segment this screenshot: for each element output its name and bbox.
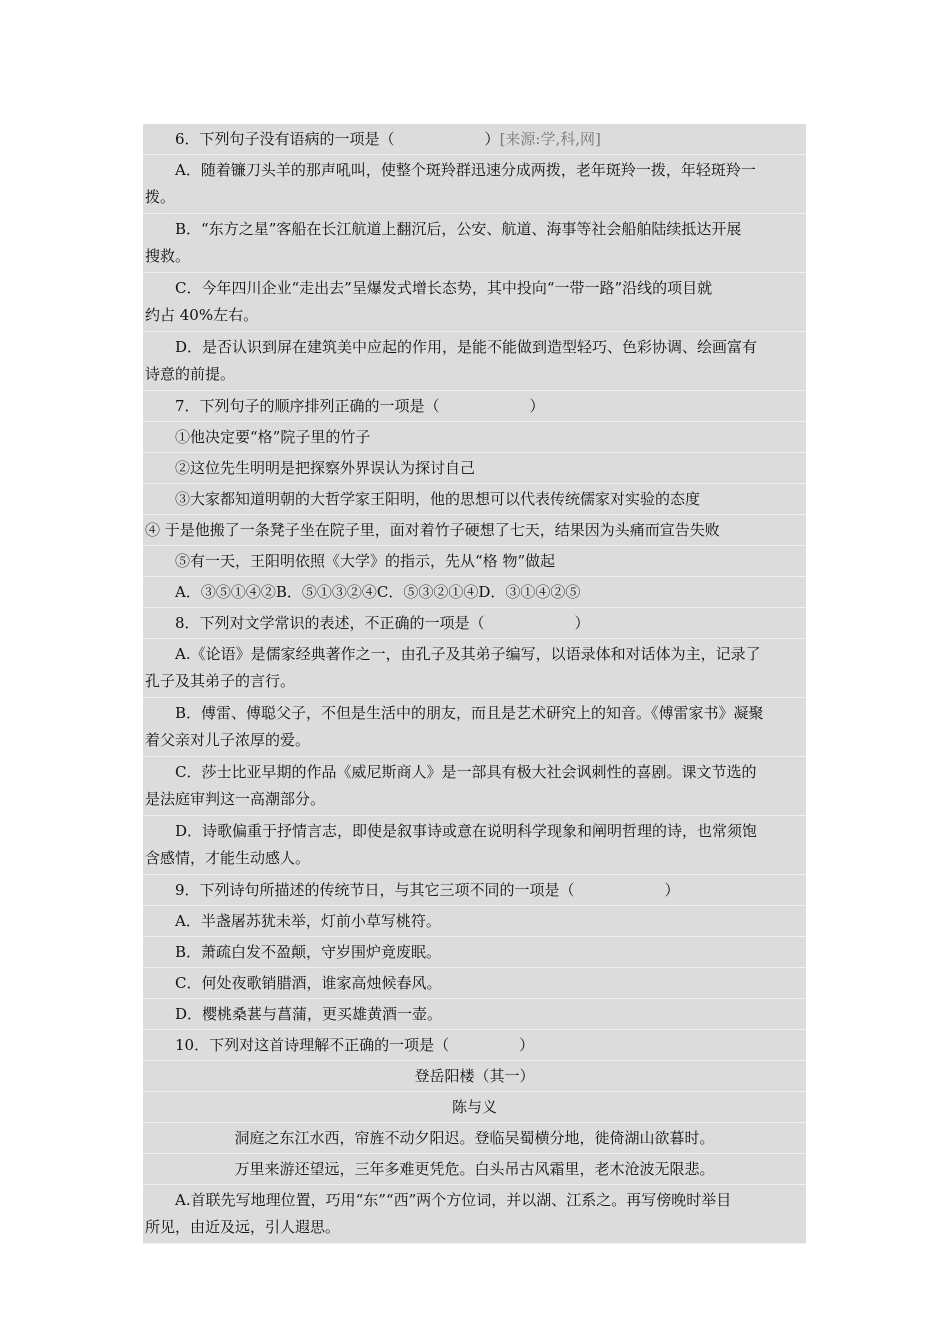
q10-option-a [143,1185,806,1244]
q7-sentence-2: ②这位先生明明是把探察外界误认为探讨自己 [143,453,806,484]
q9-option-a: A．半盏屠苏犹未举，灯前小草写桃符。 [143,906,806,937]
q6-stem-text: 6．下列句子没有语病的一项是（ [175,130,395,148]
q7-close-paren: ） [529,397,545,415]
q7-sentence-1: ①他决定要“格”院子里的竹子 [143,422,806,453]
q10-stem-text: 10．下列对这首诗理解不正确的一项是（ [175,1036,450,1054]
exam-page [143,124,806,1244]
q8-option-d [143,816,806,875]
q8-b-line1: B．傅雷、傅聪父子，不但是生活中的朋友，而且是艺术研究上的知音。《傅雷家书》凝聚 [175,704,764,722]
q10-a-line2: 所见，由近及远，引人遐思。 [145,1218,341,1236]
q6-a-line2: 拨。 [145,188,176,206]
q8-c-line1: C．莎士比亚早期的作品《威尼斯商人》是一部具有极大社会讽刺性的喜剧。课文节选的 [175,763,757,781]
q6-b-line2: 搜救。 [145,247,191,265]
q9-stem-text: 9．下列诗句所描述的传统节日，与其它三项不同的一项是（ [175,881,575,899]
q8-option-b [143,698,806,757]
question-6-stem [143,124,806,155]
q6-c-line1: C．今年四川企业“走出去”呈爆发式增长态势，其中投向“一带一路”沿线的项目就 [175,279,713,297]
poem-title: 登岳阳楼（其一） [143,1061,806,1092]
q7-stem-text: 7．下列句子的顺序排列正确的一项是（ [175,397,440,415]
q7-options: A．③⑤①④②B．⑤①③②④C．⑤③②①④D．③①④②⑤ [143,577,806,608]
q6-option-d [143,332,806,391]
q9-option-c: C．何处夜歌销腊酒，谁家高烛候春风。 [143,968,806,999]
q6-a-line1: A．随着镰刀头羊的那声吼叫，使整个斑羚群迅速分成两拨，老年斑羚一拨，年轻斑羚一 [175,161,756,179]
q10-close-paren: ） [519,1036,535,1054]
q8-stem-text: 8．下列对文学常识的表述，不正确的一项是（ [175,614,485,632]
q9-close-paren: ） [664,881,680,899]
q8-a-line1: A.《论语》是儒家经典著作之一，由孔子及其弟子编写，以语录体和对话体为主，记录了 [175,645,761,663]
q7-sentence-4: ④ 于是他搬了一条凳子坐在院子里，面对着竹子硬想了七天，结果因为头痛而宣告失败 [143,515,806,546]
q6-c-line2: 约占 40%左右。 [145,306,259,324]
question-7-stem [143,391,806,422]
poem-line-2: 万里来游还望远，三年多难更凭危。白头吊古风霜里，老木沧波无限悲。 [143,1154,806,1185]
q9-option-b: B．萧疏白发不盈颠，守岁围炉竟废眠。 [143,937,806,968]
q10-a-line1: A.首联先写地理位置，巧用“东”“西”两个方位词，并以湖、江系之。再写傍晚时举目 [175,1191,732,1209]
q8-a-line2: 孔子及其弟子的言行。 [145,672,296,690]
q8-option-c [143,757,806,816]
q6-d-line1: D．是否认识到屏在建筑美中应起的作用，是能不能做到造型轻巧、色彩协调、绘画富有 [175,338,758,356]
q8-b-line2: 着父亲对儿子浓厚的爱。 [145,731,311,749]
question-9-stem [143,875,806,906]
q8-option-a [143,639,806,698]
q6-close-paren: ） [484,130,500,148]
q6-d-line2: 诗意的前提。 [145,365,236,383]
q6-option-c [143,273,806,332]
q7-sentence-3: ③大家都知道明朝的大哲学家王阳明，他的思想可以代表传统儒家对实验的态度 [143,484,806,515]
q9-option-d: D．樱桃桑葚与菖蒲，更买雄黄酒一壶。 [143,999,806,1030]
q8-c-line2: 是法庭审判这一高潮部分。 [145,790,326,808]
source-note: [来源:学,科,网] [499,130,601,148]
poem-author: 陈与义 [143,1092,806,1123]
q6-b-line1: B．“东方之星”客船在长江航道上翻沉后，公安、航道、海事等社会船舶陆续抵达开展 [175,220,742,238]
q6-option-a [143,155,806,214]
poem-line-1: 洞庭之东江水西，帘旌不动夕阳迟。登临吴蜀横分地，徙倚湖山欲暮时。 [143,1123,806,1154]
question-10-stem [143,1030,806,1061]
q6-option-b [143,214,806,273]
q7-sentence-5: ⑤有一天，王阳明依照《大学》的指示，先从“格 物”做起 [143,546,806,577]
q8-d-line1: D．诗歌偏重于抒情言志，即使是叙事诗或意在说明科学现象和阐明哲理的诗，也常须饱 [175,822,758,840]
q8-d-line2: 含感情，才能生动感人。 [145,849,311,867]
q8-close-paren: ） [574,614,590,632]
question-8-stem [143,608,806,639]
